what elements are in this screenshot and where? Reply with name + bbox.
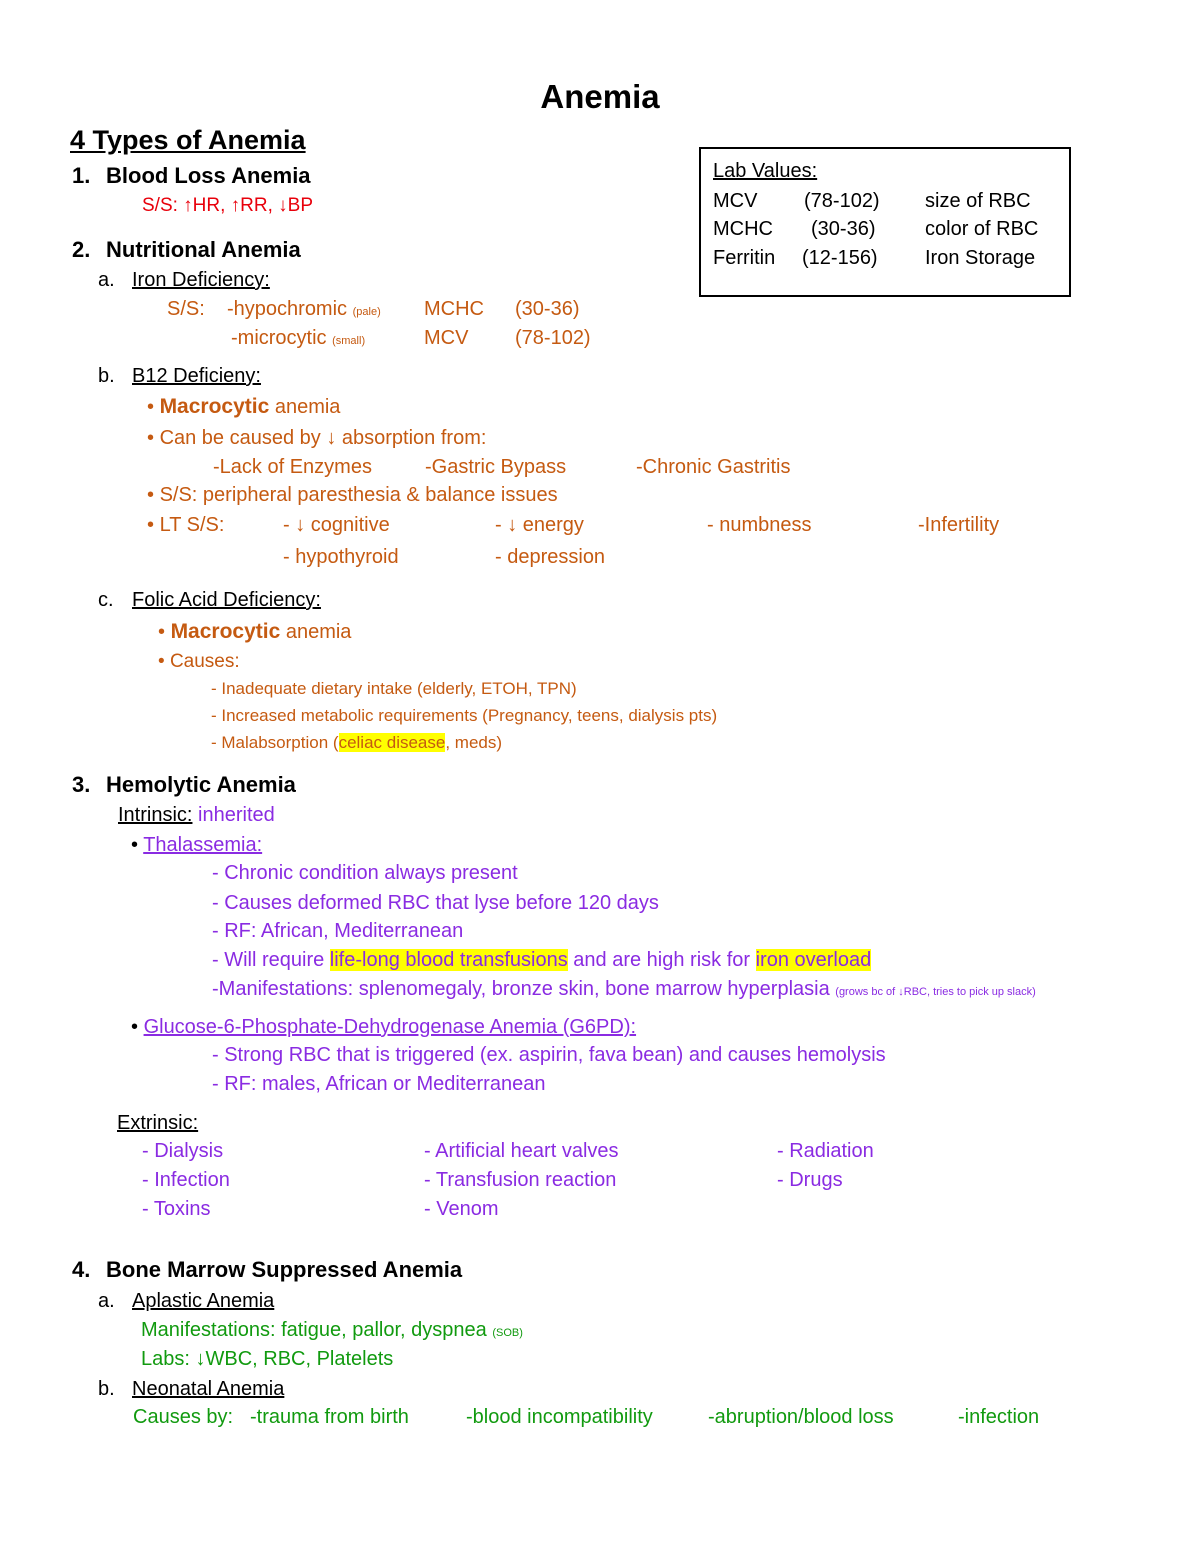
extrinsic-item: - Artificial heart valves [424,1140,619,1162]
g6pd-line: - RF: males, African or Mediterranean [212,1073,546,1095]
extrinsic-item: - Drugs [777,1169,843,1191]
iron-mchc: MCHC [424,298,484,320]
subsection-title: Aplastic Anemia [132,1290,275,1312]
folic-cause: - Malabsorption (celiac disease, meds) [211,733,503,752]
g6pd-heading: • Glucose-6-Phosphate-Dehydrogenase Anemia (G6PD): [131,1016,637,1038]
aplastic-manifestations: Manifestations: fatigue, pallor, dyspnea (SOB) [141,1319,523,1341]
b12-lt-item: -Infertility [918,514,1000,536]
subsection-letter: b. [98,1378,115,1400]
thal-line: - Causes deformed RBC that lyse before 120 days [212,892,659,914]
subsection-title: Folic Acid Deficiency: [132,589,321,611]
lab-row-name: MCV [713,190,758,212]
lab-row-name: Ferritin [713,247,776,269]
extrinsic-label: Extrinsic: [117,1112,199,1134]
thal-line: - RF: African, Mediterranean [212,920,464,942]
lab-values-title: Lab Values: [713,160,818,182]
subsection-title: Iron Deficiency: [132,269,270,291]
extrinsic-item: - Infection [142,1169,230,1191]
section-number: 1. [72,163,91,188]
b12-cause: -Gastric Bypass [425,456,567,478]
extrinsic-item: - Toxins [142,1198,211,1220]
neonatal-cause: -infection [958,1406,1040,1428]
subsection-letter: a. [98,1290,115,1312]
subsection-letter: a. [98,269,115,291]
aplastic-labs: Labs: ↓WBC, RBC, Platelets [141,1348,394,1370]
lab-row-desc: color of RBC [925,218,1039,240]
b12-lt-item: - hypothyroid [283,546,399,568]
thal-line: - Will require life-long blood transfusions and are high risk for iron overload [212,949,872,971]
subsection-letter: c. [98,589,114,611]
blood-loss-ss: S/S: ↑HR, ↑RR, ↓BP [142,195,314,216]
section-heading: 4 Types of Anemia [70,125,306,155]
iron-microcytic: -microcytic (small) [231,327,366,349]
folic-cause: - Inadequate dietary intake (elderly, ETOH, TPN) [211,679,577,698]
b12-bullet: • Macrocytic anemia [147,395,341,418]
thal-line: -Manifestations: splenomegaly, bronze skin, bone marrow hyperplasia (grows bc of ↓RBC, tries to pick up slack) [212,978,1036,1000]
lab-values-box [699,147,1071,297]
b12-lt-item: - ↓ cognitive [283,514,390,536]
section-title: Bone Marrow Suppressed Anemia [106,1257,463,1282]
b12-lt-item: - numbness [707,514,812,536]
lab-row-range: (30-36) [811,218,876,240]
neonatal-causes-label: Causes by: [133,1406,234,1428]
b12-lt-item: - depression [495,546,606,568]
section-title: Blood Loss Anemia [106,163,311,188]
subsection-letter: b. [98,365,115,387]
intrinsic-line: Intrinsic: inherited [118,804,275,826]
b12-bullet: • LT S/S: [147,514,225,536]
lab-row-range: (78-102) [804,190,880,212]
extrinsic-item: - Venom [424,1198,499,1220]
neonatal-cause: -abruption/blood loss [708,1406,894,1428]
lab-row-desc: size of RBC [925,190,1031,212]
iron-mcv-range: (78-102) [515,327,591,349]
lab-row-name: MCHC [713,218,773,240]
b12-lt-item: - ↓ energy [495,514,584,536]
b12-bullet: • S/S: peripheral paresthesia & balance issues [147,484,558,506]
neonatal-cause: -blood incompatibility [466,1406,653,1428]
folic-bullet: • Macrocytic anemia [158,620,352,643]
folic-bullet: • Causes: [158,651,240,672]
b12-cause: -Lack of Enzymes [213,456,372,478]
lab-row-desc: Iron Storage [925,247,1036,269]
neonatal-cause: -trauma from birth [250,1406,409,1428]
folic-cause: - Increased metabolic requirements (Pregnancy, teens, dialysis pts) [211,706,718,725]
page-title: Anemia [540,78,660,115]
section-title: Nutritional Anemia [106,237,301,262]
thal-heading: • Thalassemia: [131,834,263,856]
iron-hypochromic: -hypochromic (pale) [227,298,381,320]
section-number: 2. [72,237,91,262]
iron-mcv: MCV [424,327,469,349]
b12-cause: -Chronic Gastritis [636,456,791,478]
section-number: 3. [72,772,91,797]
b12-bullet: • Can be caused by ↓ absorption from: [147,427,487,449]
subsection-title: Neonatal Anemia [132,1378,285,1400]
extrinsic-item: - Dialysis [142,1140,224,1162]
section-title: Hemolytic Anemia [106,772,296,797]
lab-row-range: (12-156) [802,247,878,269]
iron-mchc-range: (30-36) [515,298,580,320]
iron-ss-label: S/S: [167,298,205,320]
thal-line: - Chronic condition always present [212,862,518,884]
section-number: 4. [72,1257,91,1282]
extrinsic-item: - Radiation [777,1140,874,1162]
g6pd-line: - Strong RBC that is triggered (ex. aspirin, fava bean) and causes hemolysis [212,1044,886,1066]
subsection-title: B12 Deficieny: [132,365,261,387]
extrinsic-item: - Transfusion reaction [424,1169,617,1191]
